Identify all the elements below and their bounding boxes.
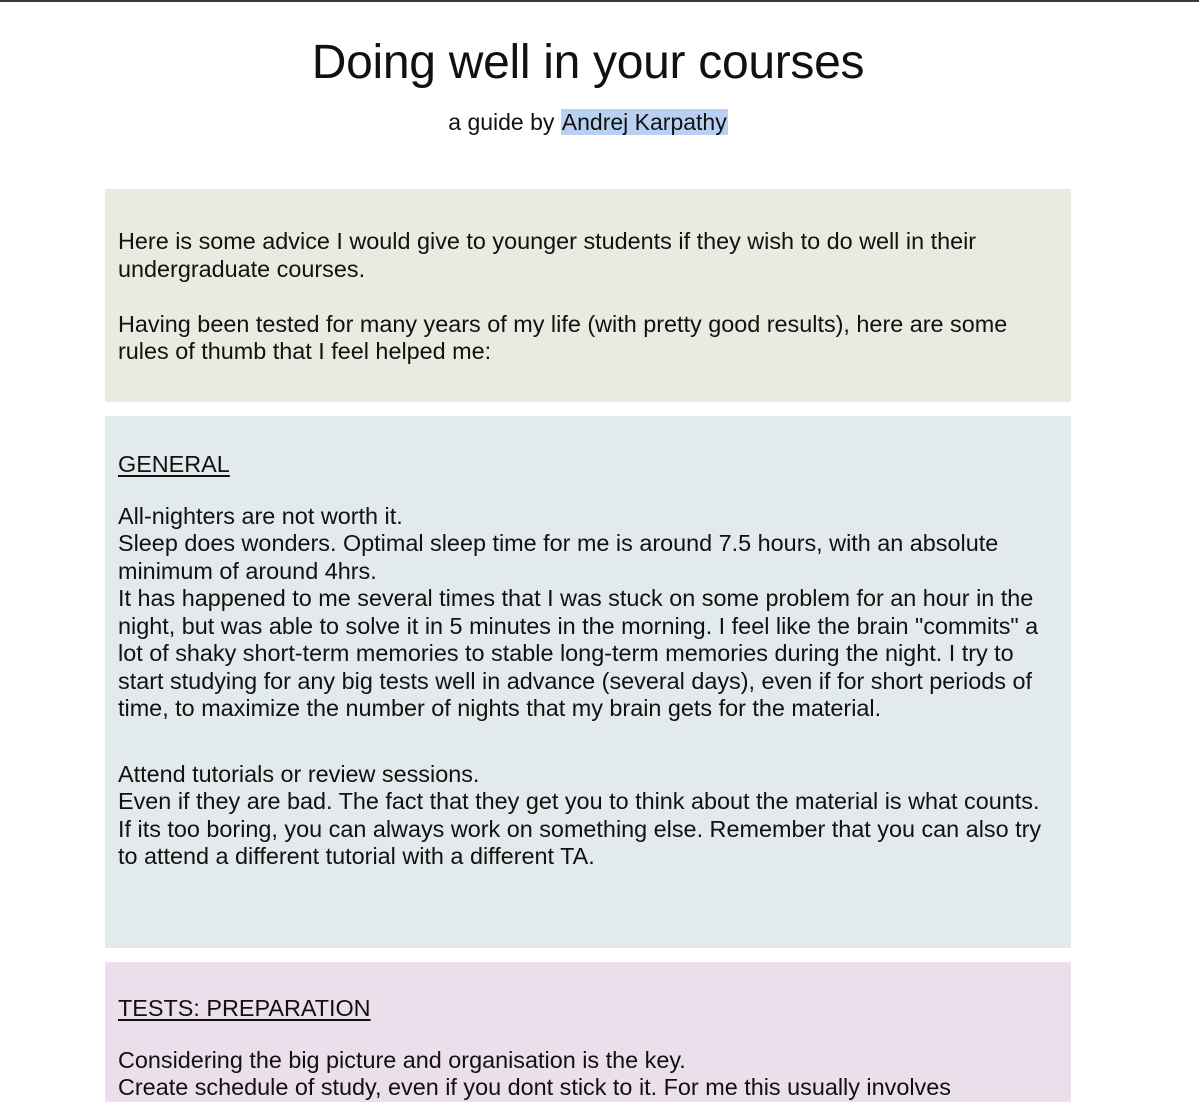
- author-name[interactable]: Andrej Karpathy: [561, 109, 727, 135]
- general-heading: GENERAL: [118, 451, 230, 477]
- general-section: [105, 416, 1071, 948]
- rule-title-tutorials-text: Attend tutorials or review sessions: [118, 760, 473, 787]
- rule-body-tutorials: Even if they are bad. The fact that they get you to think about the material is what counts. If its too boring, you can always work on something else. Remember that you can also try to attend a different tutorial with a different TA.: [118, 788, 1042, 869]
- rule-title-all-nighters: All-nighters are not worth it.: [118, 502, 403, 529]
- byline-prefix: a guide by: [448, 109, 561, 135]
- tests-preparation-section: [105, 962, 1071, 1102]
- byline: [0, 109, 1176, 136]
- rule-body-memory: It has happened to me several times that I was stuck on some problem for an hour in the night, but was able to solve it in 5 minutes in the morning. I feel like the brain "commits" a lot of shaky short-term memories to stable long-term memories during the night. I try to start studying for any big tests well in advance (several days), even if for short periods of time, to maximize the number of nights that my brain gets for the material.: [118, 585, 1039, 721]
- rule-title-tutorials: [118, 761, 1055, 789]
- intro-section: [105, 189, 1071, 402]
- page-title: Doing well in your courses: [311, 36, 865, 89]
- spacer: [118, 283, 1055, 311]
- rule-title-tutorials-period: .: [472, 760, 480, 787]
- spacer: [118, 1023, 1055, 1047]
- intro-paragraph-2: Having been tested for many years of my life (with pretty good results), here are some rules of thumb that I feel helped me:: [118, 310, 1008, 364]
- spacer: [118, 723, 1055, 761]
- rule-body-sleep: Sleep does wonders. Optimal sleep time for me is around 7.5 hours, with an absolute minimum of around 4hrs.: [118, 530, 999, 584]
- spacer: [118, 479, 1055, 503]
- intro-paragraph-1: Here is some advice I would give to younger students if they wish to do well in their undergraduate courses.: [118, 228, 977, 282]
- tests-preparation-heading: TESTS: PREPARATION: [118, 995, 371, 1021]
- rule-title-big-picture: Considering the big picture and organisation is the key.: [118, 1046, 686, 1073]
- rule-body-schedule: Create schedule of study, even if you dont stick to it. For me this usually involves: [118, 1074, 951, 1100]
